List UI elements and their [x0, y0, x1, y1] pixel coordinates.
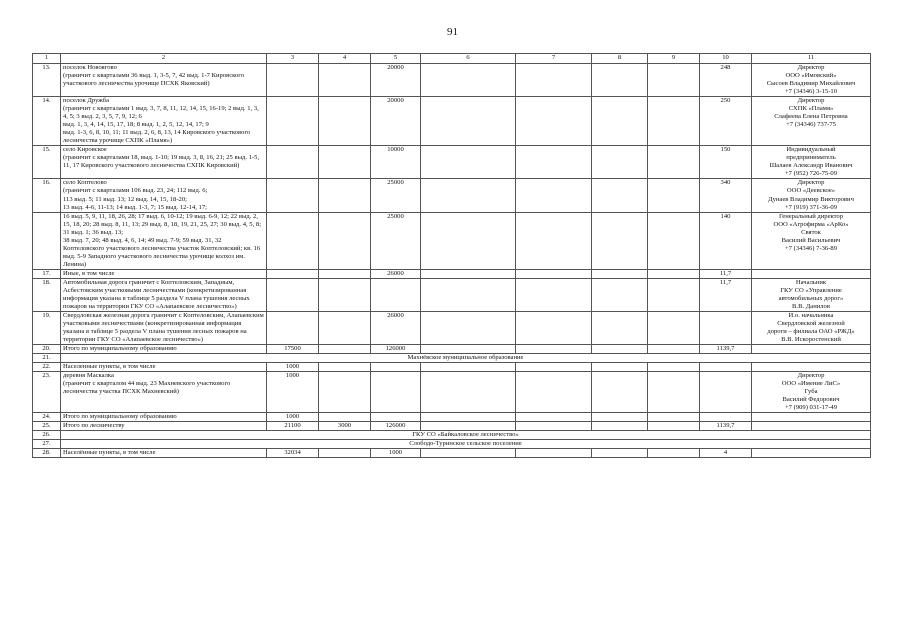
table-cell [319, 449, 371, 458]
table-cell [700, 413, 752, 422]
table-cell [267, 311, 319, 344]
table-cell [421, 64, 516, 97]
table-cell [592, 278, 648, 311]
table-cell [516, 179, 592, 212]
table-cell: 26000 [371, 269, 421, 278]
table-cell [421, 146, 516, 179]
table-cell [267, 269, 319, 278]
table-cell [592, 97, 648, 146]
table-cell: Директор ООО «Имение ЛиС» Губа Василий Федорович +7 (909) 031-17-49 [752, 372, 871, 413]
table-cell [267, 64, 319, 97]
table-cell [648, 269, 700, 278]
table-row [33, 97, 871, 146]
table-cell: 1000 [267, 372, 319, 413]
table-cell: Иные, в том числе [61, 269, 267, 278]
table-cell [752, 413, 871, 422]
table-cell [267, 179, 319, 212]
table-cell: 20000 [371, 64, 421, 97]
table-cell: 10000 [371, 146, 421, 179]
table-cell [319, 345, 371, 354]
table-cell: 14. [33, 97, 61, 146]
table-cell: 340 [700, 179, 752, 212]
column-header: 6 [421, 54, 516, 64]
table-cell: 16. [33, 179, 61, 212]
table-cell [319, 413, 371, 422]
table-cell: 17. [33, 269, 61, 278]
table-cell [516, 269, 592, 278]
table-cell [319, 363, 371, 372]
table-cell: Директор СХПК «Пламя» Слафеева Елена Петровна +7 (34346) 737-75 [752, 97, 871, 146]
table-cell: 24. [33, 413, 61, 422]
table-row [33, 179, 871, 212]
table-cell [319, 311, 371, 344]
table-cell [421, 97, 516, 146]
table-cell [516, 311, 592, 344]
table-cell [267, 146, 319, 179]
table-cell [421, 311, 516, 344]
table-cell [592, 179, 648, 212]
table-cell: 126000 [371, 345, 421, 354]
table-cell [648, 345, 700, 354]
table-cell: Итого по лесничеству [61, 422, 267, 431]
table-cell: 1000 [371, 449, 421, 458]
table-cell: Населенные пункты, в том числе [61, 363, 267, 372]
table-cell [371, 363, 421, 372]
table-cell [592, 372, 648, 413]
column-header: 5 [371, 54, 421, 64]
fire-safety-table [32, 53, 871, 458]
table-cell [592, 64, 648, 97]
table-cell: поселок Новоягово (граничит с кварталами 36 выд. 1, 3-5, 7, 42 выд. 1-7 Кировского участкового лесничества урочище ПСХК Яковский) [61, 64, 267, 97]
table-cell [592, 212, 648, 269]
table-cell [592, 146, 648, 179]
table-cell [319, 64, 371, 97]
table-cell: Директор ООО «Имовский» Сысоев Владимир Михайлович +7 (34346) 3-15-10 [752, 64, 871, 97]
table-cell: 140 [700, 212, 752, 269]
table-cell [421, 422, 516, 431]
table-cell [421, 179, 516, 212]
table-row [33, 311, 871, 344]
table-cell: 250 [700, 97, 752, 146]
table-cell [319, 179, 371, 212]
table-cell [516, 97, 592, 146]
table-cell: поселок Дружба (граничит с кварталами 1 выд. 3, 7, 8, 11, 12, 14, 15, 16-19; 2 выд. 1, 3, 4, 5; 3 выд. 2, 3, 5, 7, 9, 12; 6 выд. 1, 3, 4, 14, 15, 17, 18; 8 выд. 1, 2, 5, 12, 14, 17; 9 выд. 1-3, 6, 8, 10, 11; 11 выд. 2, 6, 8, 13, 14 Кировского участкового лесничества урочище СХПК «Пламя») [61, 97, 267, 146]
table-cell [592, 269, 648, 278]
table-cell [516, 212, 592, 269]
column-header: 3 [267, 54, 319, 64]
table-cell [592, 363, 648, 372]
table-cell: 17500 [267, 345, 319, 354]
table-cell [648, 372, 700, 413]
table-cell: 22. [33, 363, 61, 372]
table-cell [592, 422, 648, 431]
column-header: 1 [33, 54, 61, 64]
table-cell [700, 363, 752, 372]
table-cell [421, 212, 516, 269]
table-cell [516, 64, 592, 97]
table-cell: 20. [33, 345, 61, 354]
table-cell: 32034 [267, 449, 319, 458]
column-header: 11 [752, 54, 871, 64]
table-row [33, 64, 871, 97]
section-title: ГКУ СО «Байкаловское лесничество» [61, 431, 871, 440]
table-row [33, 146, 871, 179]
section-title: Слободо-Туринское сельское поселение [61, 440, 871, 449]
table-cell [648, 97, 700, 146]
table-cell [592, 345, 648, 354]
table-cell [319, 372, 371, 413]
table-cell: 11,7 [700, 269, 752, 278]
table-row [33, 413, 871, 422]
table-cell [319, 146, 371, 179]
table-cell: 15. [33, 146, 61, 179]
column-header: 8 [592, 54, 648, 64]
table-cell: Итого по муниципальному образованию [61, 345, 267, 354]
table-cell: 20000 [371, 97, 421, 146]
table-cell [648, 278, 700, 311]
table-cell: деревня Маскалка (граничит с кварталом 44 выд. 23 Махневского участкового лесничества участка ПСХК Махневский) [61, 372, 267, 413]
table-cell [648, 413, 700, 422]
column-header: 2 [61, 54, 267, 64]
table-cell [592, 449, 648, 458]
table-cell [421, 449, 516, 458]
row-number: 27. [33, 440, 61, 449]
table-cell [700, 372, 752, 413]
table-cell [371, 278, 421, 311]
table-cell: 25000 [371, 212, 421, 269]
table-cell [752, 345, 871, 354]
table-row [33, 212, 871, 269]
table-header-row [33, 54, 871, 64]
table-cell: Автомобильная дорога граничит с Коптеловским, Западным, Асбестовским участковыми лесничествами (конкретизированная информация указана в таблице 5 раздела V плана тушения лесных пожаров на территории ГКУ СО «Алапаевское лесничество») [61, 278, 267, 311]
table-cell [516, 413, 592, 422]
table-body [33, 64, 871, 458]
table-cell: 28. [33, 449, 61, 458]
section-row [33, 440, 871, 449]
table-cell [371, 413, 421, 422]
column-header: 9 [648, 54, 700, 64]
row-number: 21. [33, 354, 61, 363]
table-cell: 25. [33, 422, 61, 431]
column-header: 4 [319, 54, 371, 64]
table-cell [371, 372, 421, 413]
table-cell [319, 278, 371, 311]
table-cell [648, 311, 700, 344]
table-cell [592, 311, 648, 344]
page-number: 91 [447, 26, 458, 38]
row-number: 26. [33, 431, 61, 440]
table-cell [267, 278, 319, 311]
table-cell [319, 269, 371, 278]
table-row [33, 422, 871, 431]
section-row [33, 431, 871, 440]
table-cell [516, 278, 592, 311]
table-row [33, 269, 871, 278]
table-cell: 150 [700, 146, 752, 179]
table-cell [33, 212, 61, 269]
table-cell: 13. [33, 64, 61, 97]
table-cell: Индивидуальный предприниматель Шалаев Александр Иванович +7 (952) 726-75-09 [752, 146, 871, 179]
table-cell [421, 372, 516, 413]
table-cell [648, 363, 700, 372]
section-row [33, 354, 871, 363]
table-cell [752, 363, 871, 372]
table-cell: 23. [33, 372, 61, 413]
table-cell [700, 311, 752, 344]
table-cell [319, 212, 371, 269]
table-cell [267, 97, 319, 146]
table-cell [592, 413, 648, 422]
table-cell [648, 146, 700, 179]
table-cell [648, 64, 700, 97]
table-cell [516, 146, 592, 179]
table-cell: 1139,7 [700, 422, 752, 431]
table-cell: 25000 [371, 179, 421, 212]
table-cell: 16 выд. 5, 9, 11, 18, 26, 28; 17 выд. 6, 10-12; 19 выд. 6-9, 12; 22 выд. 2, 15, 18, 20; 28 выд. 8, 11, 13; 29 выд. 8, 18, 19, 21, 25, 27; 30 выд. 4, 5, 8; 31 выд. 1; 36 выд. 13; 38 выд. 7, 20; 48 выд. 4, 6, 14; 49 выд. 7-9; 59 выд. 31, 32 Коптеловского участкового лесничества участок Коптеловский; кв. 16 выд. 5-9 Западного участкового лесничества урочище колхоз им. Ленина) [61, 212, 267, 269]
table-cell: 11,7 [700, 278, 752, 311]
table-cell [516, 363, 592, 372]
table-cell: Свердловская железная дорога граничит с Коптеловским, Алапаевским участковыми лесничествами (конкретизированная информация указана в таблице 5 раздела V плана тушения лесных пожаров на территории ГКУ СО «Алапаевское лесничество») [61, 311, 267, 344]
table-cell [267, 212, 319, 269]
table-cell [319, 97, 371, 146]
table-cell: И.о. начальника Свердловской железной дороги – филиала ОАО «РЖД» В.В. Искоростенский [752, 311, 871, 344]
table-cell [421, 413, 516, 422]
table-cell [516, 372, 592, 413]
table-row [33, 372, 871, 413]
table-cell: 26000 [371, 311, 421, 344]
table-row [33, 345, 871, 354]
table-cell [516, 449, 592, 458]
table-cell: село Коптелово (граничит с кварталами 106 выд. 23, 24; 112 выд. 6; 113 выд. 5; 11 выд. 13; 12 выд. 14, 15, 18-20; 13 выд. 4-6, 11-13; 14 выд. 1-3, 7; 15 выд. 12-14, 17; [61, 179, 267, 212]
table-cell: 4 [700, 449, 752, 458]
table-cell [752, 422, 871, 431]
table-cell [648, 212, 700, 269]
table-cell [752, 269, 871, 278]
column-header: 7 [516, 54, 592, 64]
table-cell: Итого по муниципальному образованию [61, 413, 267, 422]
table-cell [421, 269, 516, 278]
table-cell [421, 363, 516, 372]
table-row [33, 449, 871, 458]
table-cell [648, 422, 700, 431]
table-cell: 126000 [371, 422, 421, 431]
table-cell: Директор ООО «Деевское» Дунаев Владимир Викторович +7 (919) 371-36-09 [752, 179, 871, 212]
table-cell: село Кировское (граничит с кварталами 18, выд. 1-10; 19 выд. 3, 8, 16, 21; 25 выд. 1-5, 11, 17 Кировского участкового лесничества СХПК Кировский) [61, 146, 267, 179]
column-header: 10 [700, 54, 752, 64]
table-row [33, 363, 871, 372]
table-cell [421, 278, 516, 311]
table-cell: Населённые пункты, в том числе [61, 449, 267, 458]
table-cell: Генеральный директор ООО «Агрофирма «АрКо» Святок Василий Васильевич +7 (34346) 7-36-89 [752, 212, 871, 269]
table-cell: 1139,7 [700, 345, 752, 354]
table-cell [516, 345, 592, 354]
table-cell: Начальник ГКУ СО «Управление автомобильных дорог» В.В. Данилов [752, 278, 871, 311]
table-cell: 21100 [267, 422, 319, 431]
table-cell [648, 179, 700, 212]
section-title: Махнёвское муниципальное образование [61, 354, 871, 363]
table-cell [752, 449, 871, 458]
table-row [33, 278, 871, 311]
table-cell: 3000 [319, 422, 371, 431]
table-cell: 1000 [267, 413, 319, 422]
table-cell [516, 422, 592, 431]
table-cell: 248 [700, 64, 752, 97]
table-cell: 19. [33, 311, 61, 344]
table-cell: 18. [33, 278, 61, 311]
table-cell: 1000 [267, 363, 319, 372]
table-cell [421, 345, 516, 354]
table-cell [648, 449, 700, 458]
